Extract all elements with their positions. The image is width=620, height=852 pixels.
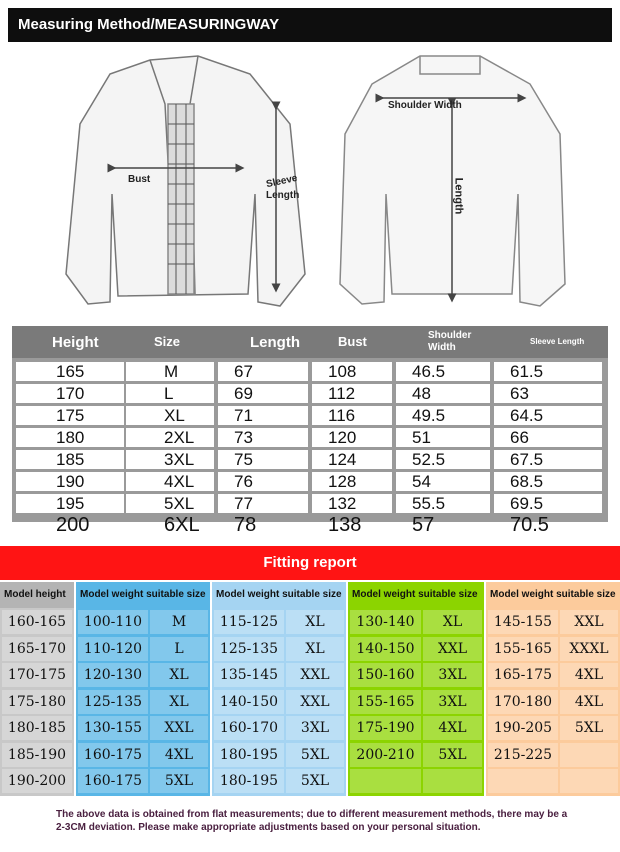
size-cell: 63: [494, 384, 602, 403]
weight-size-group: [486, 582, 620, 796]
size-cell: 69: [218, 384, 308, 403]
suitable-size-cell: XXL: [286, 690, 344, 714]
weight-range-cell: 155-165: [488, 637, 558, 661]
size-cell: 48: [396, 384, 490, 403]
size-cell: XL: [126, 406, 214, 425]
weight-range-cell: 215-225: [488, 743, 558, 767]
model-height-cell: 160-165: [2, 610, 72, 634]
size-cell: 180: [16, 428, 124, 447]
weight-range-cell: 160-175: [78, 769, 148, 793]
size-cell: 67.5: [494, 450, 602, 469]
weight-range-cell: 135-145: [214, 663, 284, 687]
weight-range-cell: 125-135: [214, 637, 284, 661]
size-cell: 3XL: [126, 450, 214, 469]
suitable-size-cell: XL: [286, 610, 344, 634]
weight-range-cell: 165-175: [488, 663, 558, 687]
weight-size-group: [348, 582, 484, 796]
weight-range-cell: 190-205: [488, 716, 558, 740]
weight-range-cell: 140-150: [350, 637, 421, 661]
size-cell: 200: [56, 514, 90, 536]
weight-range-cell: 110-120: [78, 637, 148, 661]
weight-size-header: Model weight suitable size: [216, 589, 342, 600]
suitable-size-cell: [560, 769, 618, 793]
weight-range-cell: 170-180: [488, 690, 558, 714]
suitable-size-cell: XXXL: [560, 637, 618, 661]
shoulder-width-label: Shoulder Width: [388, 100, 462, 111]
size-cell: 138: [328, 514, 362, 536]
size-cell: 64.5: [494, 406, 602, 425]
size-cell: 116: [312, 406, 392, 425]
suitable-size-cell: 3XL: [423, 663, 482, 687]
suitable-size-cell: XXL: [423, 637, 482, 661]
suitable-size-cell: [423, 769, 482, 793]
weight-range-cell: 150-160: [350, 663, 421, 687]
sleeve-length-label: Length: [266, 190, 300, 201]
size-row: [12, 404, 608, 425]
header-length: Length: [250, 334, 300, 351]
bust-label: Bust: [128, 174, 151, 185]
suitable-size-cell: 3XL: [423, 690, 482, 714]
size-cell: 77: [218, 494, 308, 513]
weight-range-cell: 145-155: [488, 610, 558, 634]
header-bust: Bust: [338, 334, 367, 349]
size-cell: 195: [16, 494, 124, 513]
size-cell: 46.5: [396, 362, 490, 381]
model-height-cell: 170-175: [2, 663, 72, 687]
size-cell: 67: [218, 362, 308, 381]
weight-range-cell: 100-110: [78, 610, 148, 634]
size-row: [12, 492, 608, 513]
size-cell: 71: [218, 406, 308, 425]
size-cell: 190: [16, 472, 124, 491]
size-cell: 55.5: [396, 494, 490, 513]
model-height-cell: 165-170: [2, 637, 72, 661]
size-cell: 69.5: [494, 494, 602, 513]
suitable-size-cell: XL: [286, 637, 344, 661]
suitable-size-cell: 5XL: [560, 716, 618, 740]
suitable-size-cell: M: [150, 610, 208, 634]
size-row: [12, 448, 608, 469]
weight-size-group: [76, 582, 210, 796]
weight-range-cell: 130-140: [350, 610, 421, 634]
size-cell: 78: [234, 514, 257, 536]
size-cell: 185: [16, 450, 124, 469]
size-cell: 76: [218, 472, 308, 491]
weight-size-header: Model weight suitable size: [352, 589, 478, 600]
size-cell: M: [126, 362, 214, 381]
suitable-size-cell: 5XL: [286, 769, 344, 793]
suitable-size-cell: 5XL: [423, 743, 482, 767]
weight-range-cell: 155-165: [350, 690, 421, 714]
size-cell: 165: [16, 362, 124, 381]
weight-size-header: Model weight suitable size: [80, 589, 206, 600]
measurement-note: The above data is obtained from flat measurements; due to different measurement methods, there may be a 2-3CM deviation. Please make appropriate adjustments based on your personal situation.: [56, 809, 568, 833]
size-row: [12, 426, 608, 447]
suitable-size-cell: 4XL: [150, 743, 208, 767]
length-label: Length: [452, 177, 465, 215]
model-height-column: [0, 582, 74, 796]
size-cell: 175: [16, 406, 124, 425]
weight-range-cell: 175-190: [350, 716, 421, 740]
size-cell: 112: [312, 384, 392, 403]
weight-range-cell: 140-150: [214, 690, 284, 714]
size-cell: 132: [312, 494, 392, 513]
header-sleeve-length: Sleeve Length: [530, 337, 585, 346]
weight-range-cell: 180-195: [214, 743, 284, 767]
size-cell: 2XL: [126, 428, 214, 447]
suitable-size-cell: [560, 743, 618, 767]
size-cell: 124: [312, 450, 392, 469]
size-cell: 68.5: [494, 472, 602, 491]
size-table: [12, 326, 608, 536]
size-cell: L: [126, 384, 214, 403]
size-cell: 108: [312, 362, 392, 381]
size-row: [12, 514, 608, 535]
suitable-size-cell: XL: [150, 663, 208, 687]
suitable-size-cell: 5XL: [150, 769, 208, 793]
weight-range-cell: 125-135: [78, 690, 148, 714]
suitable-size-cell: 4XL: [560, 690, 618, 714]
size-cell: 75: [218, 450, 308, 469]
size-cell: 128: [312, 472, 392, 491]
weight-range-cell: 200-210: [350, 743, 421, 767]
weight-size-group: [212, 582, 346, 796]
suitable-size-cell: 4XL: [560, 663, 618, 687]
size-cell: 49.5: [396, 406, 490, 425]
suitable-size-cell: XXL: [286, 663, 344, 687]
page-title: Measuring Method/MEASURINGWAY: [18, 16, 280, 33]
weight-range-cell: 130-155: [78, 716, 148, 740]
fitting-report-table: [0, 582, 620, 796]
size-cell: 54: [396, 472, 490, 491]
suitable-size-cell: XXL: [150, 716, 208, 740]
page-header: [8, 8, 612, 42]
suitable-size-cell: 3XL: [286, 716, 344, 740]
measuring-illustration: [0, 44, 620, 324]
size-row: [12, 470, 608, 491]
model-height-cell: 175-180: [2, 690, 72, 714]
suitable-size-cell: 4XL: [423, 716, 482, 740]
model-height-cell: 190-200: [2, 769, 72, 793]
size-cell: 57: [412, 514, 435, 536]
size-row: [12, 382, 608, 403]
size-cell: 66: [494, 428, 602, 447]
size-row: [12, 360, 608, 381]
size-cell: 120: [312, 428, 392, 447]
size-cell: 4XL: [126, 472, 214, 491]
size-cell: 73: [218, 428, 308, 447]
size-cell: 70.5: [510, 514, 549, 536]
size-cell: 6XL: [164, 514, 200, 536]
weight-range-cell: 160-170: [214, 716, 284, 740]
header-height: Height: [52, 334, 99, 351]
suitable-size-cell: XXL: [560, 610, 618, 634]
model-height-cell: 185-190: [2, 743, 72, 767]
header-shoulder-width: Shoulder Width: [428, 330, 472, 353]
fitting-report-title: Fitting report: [0, 546, 620, 580]
size-cell: 52.5: [396, 450, 490, 469]
size-table-header: [12, 326, 608, 358]
weight-size-header: Model weight suitable size: [490, 589, 616, 600]
size-cell: 170: [16, 384, 124, 403]
suitable-size-cell: XL: [150, 690, 208, 714]
weight-range-cell: [488, 769, 558, 793]
size-cell: 51: [396, 428, 490, 447]
jacket-drawings: [0, 44, 620, 324]
model-height-cell: 180-185: [2, 716, 72, 740]
sleeve-label: Sleeve: [265, 172, 299, 191]
weight-range-cell: 160-175: [78, 743, 148, 767]
model-height-header: Model height: [0, 582, 74, 608]
size-cell: 5XL: [126, 494, 214, 513]
weight-range-cell: 120-130: [78, 663, 148, 687]
suitable-size-cell: L: [150, 637, 208, 661]
suitable-size-cell: 5XL: [286, 743, 344, 767]
weight-range-cell: [350, 769, 421, 793]
weight-range-cell: 115-125: [214, 610, 284, 634]
suitable-size-cell: XL: [423, 610, 482, 634]
weight-range-cell: 180-195: [214, 769, 284, 793]
header-size: Size: [154, 334, 181, 349]
size-cell: 61.5: [494, 362, 602, 381]
